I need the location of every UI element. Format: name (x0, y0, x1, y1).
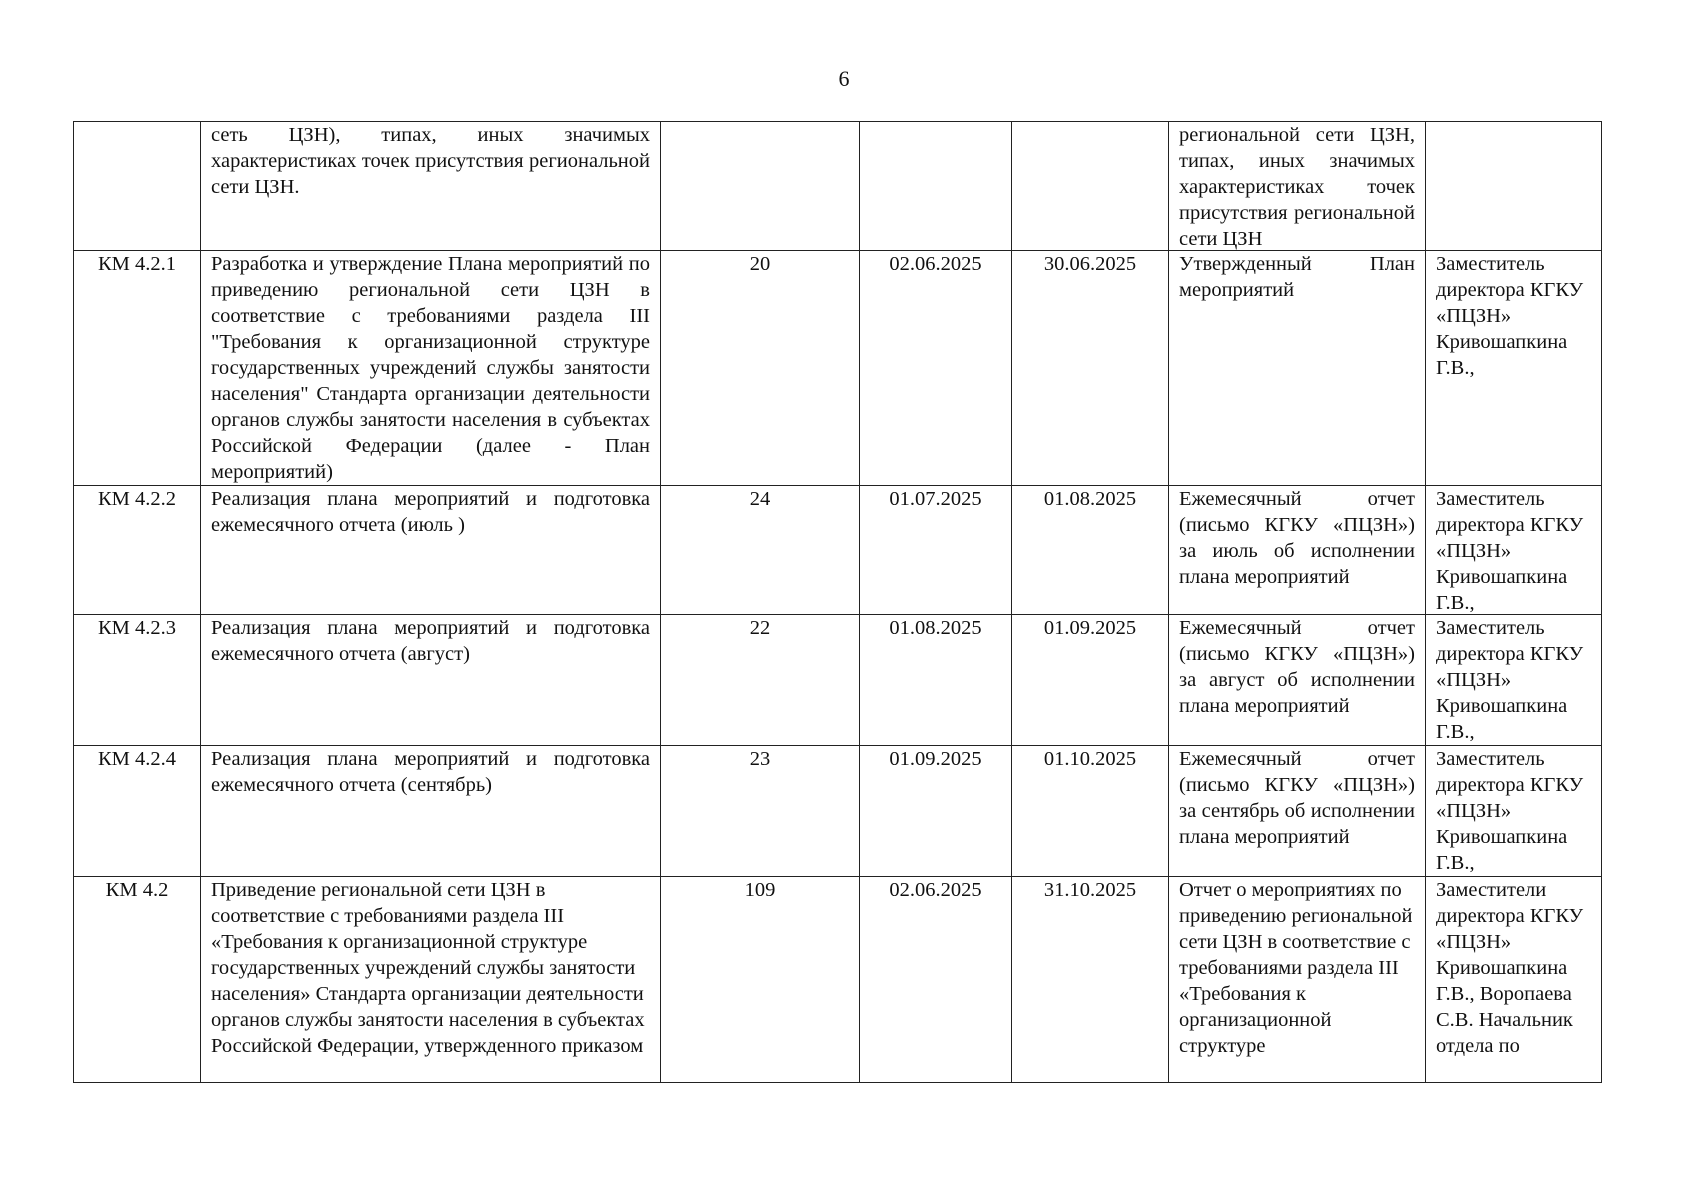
result-description: Ежемесячный отчет (письмо КГКУ «ПЦЗН») за сентябрь об исполнении плана мероприятий (1169, 746, 1426, 877)
result-description: Утвержденный План мероприятий (1169, 251, 1426, 486)
responsible-person: Заместитель директора КГКУ «ПЦЗН» Кривошапкина Г.В., (1426, 615, 1602, 746)
milestone-name: Реализация плана мероприятий и подготовка ежемесячного отчета (июль ) (201, 486, 661, 615)
end-date: 31.10.2025 (1012, 877, 1169, 1083)
end-date: 01.09.2025 (1012, 615, 1169, 746)
duration-days: 109 (661, 877, 860, 1083)
milestone-name: Разработка и утверждение Плана мероприятий по приведению региональной сети ЦЗН в соответствие с требованиями раздела III "Требования к организационной структуре государственных учреждений службы занятости населения" Стандарта организации деятельности органов службы занятости населения в субъектах Российской Федерации (далее - План мероприятий) (201, 251, 661, 486)
end-date: 30.06.2025 (1012, 251, 1169, 486)
table-row (74, 122, 1602, 251)
responsible-person: Заместитель директора КГКУ «ПЦЗН» Кривошапкина Г.В., (1426, 746, 1602, 877)
page-number: 6 (838, 66, 850, 91)
start-date: 02.06.2025 (860, 251, 1012, 486)
milestone-code: КМ 4.2.4 (74, 746, 201, 877)
end-date: 01.10.2025 (1012, 746, 1169, 877)
result-description: Ежемесячный отчет (письмо КГКУ «ПЦЗН») за август об исполнении плана мероприятий (1169, 615, 1426, 746)
end-date: 01.08.2025 (1012, 486, 1169, 615)
result-description: региональной сети ЦЗН, типах, иных значимых характеристиках точек присутствия региональной сети ЦЗН (1169, 122, 1426, 251)
table-row (74, 486, 1602, 615)
responsible-person: Заместители директора КГКУ «ПЦЗН» Кривошапкина Г.В., Воропаева С.В. Начальник отдела по (1426, 877, 1602, 1083)
plan-table (73, 121, 1602, 1083)
table-row (74, 615, 1602, 746)
milestone-code: КМ 4.2 (74, 877, 201, 1083)
end-date (1012, 122, 1169, 251)
duration-days: 20 (661, 251, 860, 486)
milestone-code: КМ 4.2.3 (74, 615, 201, 746)
milestone-code: КМ 4.2.2 (74, 486, 201, 615)
table-row (74, 746, 1602, 877)
start-date: 01.09.2025 (860, 746, 1012, 877)
start-date: 02.06.2025 (860, 877, 1012, 1083)
start-date: 01.07.2025 (860, 486, 1012, 615)
responsible-person: Заместитель директора КГКУ «ПЦЗН» Кривошапкина Г.В., (1426, 251, 1602, 486)
duration-days: 24 (661, 486, 860, 615)
milestone-name: сеть ЦЗН), типах, иных значимых характеристиках точек присутствия региональной сети ЦЗН. (201, 122, 661, 251)
result-description: Ежемесячный отчет (письмо КГКУ «ПЦЗН») за июль об исполнении плана мероприятий (1169, 486, 1426, 615)
responsible-person (1426, 122, 1602, 251)
milestone-name: Реализация плана мероприятий и подготовка ежемесячного отчета (сентябрь) (201, 746, 661, 877)
table-row (74, 251, 1602, 486)
duration-days: 23 (661, 746, 860, 877)
responsible-person: Заместитель директора КГКУ «ПЦЗН» Кривошапкина Г.В., (1426, 486, 1602, 615)
start-date (860, 122, 1012, 251)
milestone-code: КМ 4.2.1 (74, 251, 201, 486)
milestone-name: Приведение региональной сети ЦЗН в соответствие с требованиями раздела III «Требования к организационной структуре государственных учреждений службы занятости населения» Стандарта организации деятельности органов службы занятости населения в субъектах Российской Федерации, утвержденного приказом (201, 877, 661, 1083)
milestone-name: Реализация плана мероприятий и подготовка ежемесячного отчета (август) (201, 615, 661, 746)
milestone-code (74, 122, 201, 251)
duration-days: 22 (661, 615, 860, 746)
duration-days (661, 122, 860, 251)
start-date: 01.08.2025 (860, 615, 1012, 746)
result-description: Отчет о мероприятиях по приведению региональной сети ЦЗН в соответствие с требованиями раздела III «Требования к организационной структуре (1169, 877, 1426, 1083)
table-row (74, 877, 1602, 1083)
